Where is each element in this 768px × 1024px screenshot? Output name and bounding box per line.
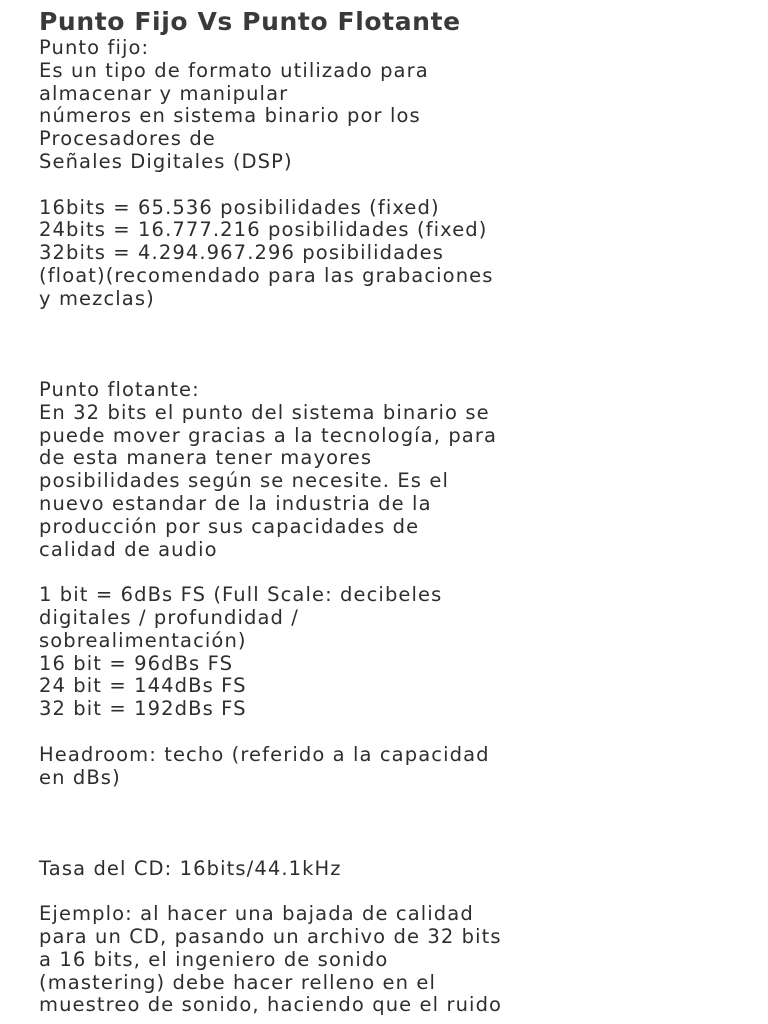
text-line: en dBs) — [39, 765, 121, 789]
text-line: para un CD, pasando un archivo de 32 bits — [39, 925, 502, 949]
text-line: 32bits = 4.294.967.296 posibilidades — [39, 241, 444, 265]
text-line: sobrealimentación) — [39, 628, 247, 652]
text-line: puede mover gracias a la tecnología, para — [39, 423, 498, 447]
text-line: Ejemplo: al hacer una bajada de calidad — [39, 902, 474, 926]
text-line: 32 bit = 192dBs FS — [39, 697, 247, 721]
document-title: Punto Fijo Vs Punto Flotante — [39, 7, 461, 36]
text-line: muestreo de sonido, haciendo que el ruido — [39, 993, 503, 1017]
text-line: (mastering) debe hacer relleno en el — [39, 970, 436, 994]
text-line: producción por sus capacidades de — [39, 514, 420, 538]
text-line: 16bits = 65.536 posibilidades (fixed) — [39, 195, 440, 219]
blank-line — [39, 835, 728, 858]
blank-line — [39, 174, 728, 197]
text-line: Señales Digitales (DSP) — [39, 149, 293, 173]
text-line: Procesadores de — [39, 127, 216, 151]
text-line: Punto fijo: — [39, 36, 150, 59]
text-line: 16 bit = 96dBs FS — [39, 651, 234, 675]
text-line: Es un tipo de formato utilizado para — [39, 58, 429, 82]
blank-line — [39, 789, 728, 812]
text-line: Punto flotante: — [39, 377, 200, 401]
text-line: almacenar y manipular — [39, 81, 289, 105]
text-line: y mezclas) — [39, 286, 155, 310]
text-line: números en sistema binario por los — [39, 104, 421, 128]
document-body — [39, 37, 728, 1017]
text-line: En 32 bits el punto del sistema binario se — [39, 400, 490, 424]
text-line: 24 bit = 144dBs FS — [39, 674, 247, 698]
text-line: 1 bit = 6dBs FS (Full Scale: decibeles — [39, 583, 443, 607]
text-line: a 16 bits, el ingeniero de sonido — [39, 947, 389, 971]
blank-line — [39, 721, 728, 744]
blank-line — [39, 311, 728, 334]
blank-line — [39, 561, 728, 584]
text-line: 24bits = 16.777.216 posibilidades (fixed) — [39, 218, 488, 242]
text-line: Tasa del CD: 16bits/44.1kHz — [39, 856, 342, 880]
text-line: calidad de audio — [39, 537, 218, 561]
blank-line — [39, 356, 728, 379]
text-line: (float)(recomendado para las grabaciones — [39, 263, 494, 287]
blank-line — [39, 333, 728, 356]
blank-line — [39, 880, 728, 903]
blank-line — [39, 812, 728, 835]
text-line: Headroom: techo (referido a la capacidad — [39, 742, 490, 766]
text-line: posibilidades según se necesite. Es el — [39, 469, 449, 493]
text-line: nuevo estandar de la industria de la — [39, 491, 432, 515]
text-line: de esta manera tener mayores — [39, 446, 373, 470]
text-line: digitales / profundidad / — [39, 605, 299, 629]
